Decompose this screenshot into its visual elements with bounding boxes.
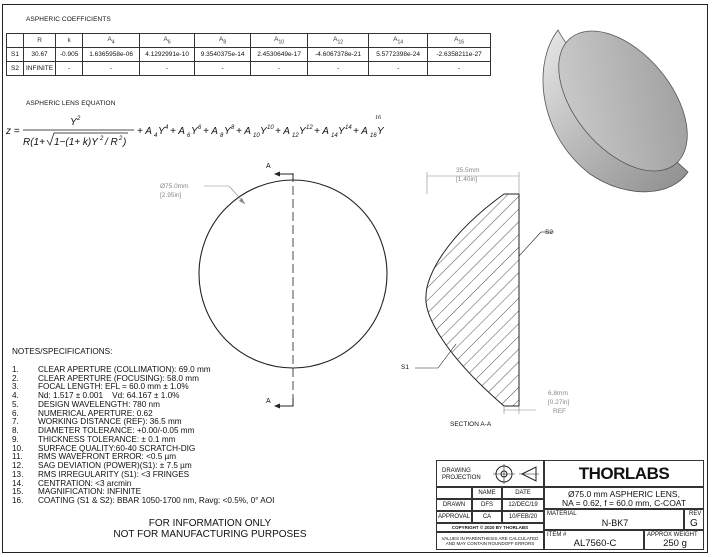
list-item: 3. FOCAL LENGTH: EFL = 60.0 mm ± 1.0% [12, 382, 189, 392]
title-block [436, 460, 704, 550]
surface-s2-label: S2 [545, 229, 553, 236]
table-row [7, 62, 491, 76]
svg-text:2: 2 [100, 136, 104, 142]
svg-text:Y: Y [377, 126, 384, 137]
svg-text:Y: Y [191, 126, 198, 137]
weight-label: APPROX WEIGHT [647, 532, 698, 538]
svg-text:Y: Y [158, 126, 165, 137]
edge-dimension: 6.8mm [548, 390, 568, 397]
list-item: 16. COATING (S1 & S2): BBAR 1050-1700 nm, Ravg: <0.5%, 0° AOI [12, 496, 275, 505]
equation-exponent: 16 [375, 115, 381, 121]
table-cell: - [83, 62, 140, 76]
svg-text:/ R: / R [105, 137, 118, 148]
svg-text:10: 10 [267, 125, 274, 131]
width-dimension: 35.5mm [456, 167, 480, 174]
lens-outline [199, 180, 387, 368]
table-cell: 30.67 [24, 48, 56, 62]
rev-value: G [690, 518, 698, 529]
section-view [396, 166, 586, 426]
svg-text:8: 8 [220, 133, 224, 139]
svg-text:8: 8 [231, 125, 235, 131]
item-cell [544, 530, 644, 550]
table-header-row [7, 34, 491, 48]
svg-text:14: 14 [345, 125, 352, 131]
list-item: 13. RMS IRREGULARITY (S1): <3 FRINGES [12, 469, 190, 479]
aspheric-equation [4, 112, 384, 156]
material-cell [544, 509, 684, 530]
table-cell: - [369, 62, 428, 76]
approval-name: CA [472, 511, 502, 523]
edge-dimension-in: [0.27in] [548, 399, 570, 406]
drawn-date: 12/DEC/19 [502, 499, 544, 511]
approval-label: APPROVAL [436, 511, 472, 523]
part-title-line-2: NA = 0.62, f = 60.0 mm, C-COAT [561, 498, 687, 508]
header-cell: k [56, 34, 83, 48]
svg-text:Y: Y [260, 126, 267, 137]
svg-text:Y: Y [299, 126, 306, 137]
table-cell: 4.1292991e-10 [140, 48, 195, 62]
col-date: DATE [502, 487, 544, 499]
diameter-dimension: Ø75.0mm [160, 183, 189, 190]
item-label: ITEM # [547, 532, 567, 538]
header-cell: $A_{16}$ [428, 34, 491, 48]
list-item: 12. SAG DEVIATION (POWER)(S1): ± 7.5 µm [12, 461, 192, 470]
list-item: 14. CENTRATION: <3 arcmin [12, 478, 132, 488]
svg-text:+ A: + A [203, 126, 218, 137]
projection-symbol-icon [492, 463, 542, 485]
svg-text:2: 2 [77, 116, 81, 122]
weight-cell [644, 530, 704, 550]
header-cell: R [24, 34, 56, 48]
list-item: 15. MAGNIFICATION: INFINITE [12, 487, 142, 497]
svg-text:): ) [123, 137, 127, 148]
disclaimer-line-1: FOR INFORMATION ONLY [148, 518, 272, 529]
header-cell: $A_6$ [140, 34, 195, 48]
svg-text:+ A: + A [314, 126, 329, 137]
header-cell: $A_4$ [83, 34, 140, 48]
table-cell: - [428, 62, 491, 76]
values-note-line-1: VALUES IN PARENTHESIS ARE CALCULATED [441, 536, 539, 541]
table-cell: - [308, 62, 369, 76]
logo-cell [544, 460, 704, 487]
table-cell: INFINITE [24, 62, 56, 76]
edge-dimension-ref: REF [553, 408, 566, 415]
table-cell: - [56, 62, 83, 76]
list-item: 7. WORKING DISTANCE (REF): 36.5 mm [12, 417, 182, 427]
equation-title: ASPHERIC LENS EQUATION [26, 100, 116, 107]
notes-list [12, 366, 274, 506]
item-number: AL7560-C [573, 538, 617, 549]
table-cell: - [195, 62, 251, 76]
svg-text:10: 10 [253, 133, 260, 139]
blank-cell [436, 487, 472, 499]
table-cell: -0.905 [56, 48, 83, 62]
table-cell: S1 [7, 48, 24, 62]
table-cell: -2.6358211e-27 [428, 48, 491, 62]
svg-text:12: 12 [306, 125, 313, 131]
svg-text:+ A: + A [353, 126, 368, 137]
drawn-label: DRAWN [436, 499, 472, 511]
table-cell: 1.6365958e-06 [83, 48, 140, 62]
header-cell: $A_8$ [195, 34, 251, 48]
list-item: 10. SURFACE QUALITY:60-40 SCRATCH-DIG [12, 443, 196, 453]
svg-text:12: 12 [292, 133, 299, 139]
drawn-name: DFS [472, 499, 502, 511]
table-cell: 5.5772398e-24 [369, 48, 428, 62]
notes-specifications [12, 348, 274, 506]
part-title-line-1: Ø75.0 mm ASPHERIC LENS, [568, 489, 680, 499]
svg-text:6: 6 [198, 125, 202, 131]
rev-cell [684, 509, 704, 530]
lens-cross-section [426, 194, 519, 406]
list-item: 5. DESIGN WAVELENGTH: 780 nm [12, 399, 160, 409]
header-cell: $A_{14}$ [369, 34, 428, 48]
values-note [436, 532, 544, 550]
col-name: NAME [472, 487, 502, 499]
projection-label: DRAWING PROJECTION [442, 468, 481, 481]
svg-text:+ A: + A [170, 126, 185, 137]
material-value: N-BK7 [601, 518, 629, 528]
disclaimer [60, 518, 360, 540]
table-cell: 9.3540375e-14 [195, 48, 251, 62]
list-item: 11. RMS WAVEFRONT ERROR: <0.5 µm [12, 452, 177, 462]
svg-text:1−(1+ k)Y: 1−(1+ k)Y [54, 137, 98, 148]
list-item: 1. CLEAR APERTURE (COLLIMATION): 69.0 mm [12, 364, 211, 374]
svg-text:4: 4 [154, 133, 158, 139]
rev-label: REV [689, 511, 702, 517]
coefficients-table [6, 33, 491, 76]
coefficients-title: ASPHERIC COEFFICIENTS [26, 16, 111, 23]
svg-text:6: 6 [187, 133, 191, 139]
section-marker-bottom: A [266, 398, 271, 405]
copyright: COPYRIGHT © 2020 BY THORLABS [436, 523, 544, 532]
table-cell: - [251, 62, 308, 76]
svg-text:14: 14 [331, 133, 338, 139]
svg-text:R(1+: R(1+ [23, 137, 45, 148]
approval-date: 10/FEB/20 [502, 511, 544, 523]
list-item: 6. NUMERICAL APERTURE: 0.62 [12, 408, 153, 418]
list-item: 9. THICKNESS TOLERANCE: ± 0.1 mm [12, 434, 176, 444]
svg-text:4: 4 [165, 125, 169, 131]
table-cell: 2.4530649e-17 [251, 48, 308, 62]
svg-text:+ A: + A [275, 126, 290, 137]
svg-text:Y: Y [224, 126, 231, 137]
diameter-dimension-in: [2.95in] [160, 192, 182, 199]
table-cell: - [140, 62, 195, 76]
notes-title: NOTES/SPECIFICATIONS: [12, 347, 113, 356]
header-cell: $A_{10}$ [251, 34, 308, 48]
thorlabs-logo: THORLABS [578, 463, 670, 483]
list-item: 4. Nd: 1.517 ± 0.001 Vd: 64.167 ± 1.0% [12, 391, 180, 400]
svg-text:z =: z = [6, 126, 20, 137]
projection-cell [436, 460, 544, 487]
weight-value: 250 g [663, 538, 687, 549]
disclaimer-line-2: NOT FOR MANUFACTURING PURPOSES [113, 529, 307, 540]
list-item: 2. CLEAR APERTURE (FOCUSING): 58.0 mm [12, 373, 199, 383]
header-cell: $A_{12}$ [308, 34, 369, 48]
list-item: 8. DIAMETER TOLERANCE: +0.00/-0.05 mm [12, 426, 195, 435]
section-title: SECTION A-A [450, 421, 492, 428]
table-row [7, 48, 491, 62]
header-cell [7, 34, 24, 48]
svg-text:+ A: + A [236, 126, 251, 137]
svg-text:+ A: + A [137, 126, 152, 137]
section-marker-top: A [266, 163, 271, 170]
svg-text:16: 16 [370, 133, 377, 139]
surface-s1-label: S1 [401, 364, 409, 371]
svg-text:Y: Y [338, 126, 345, 137]
table-cell: -4.6067378e-21 [308, 48, 369, 62]
material-label: MATERIAL [547, 511, 577, 517]
svg-text:Y: Y [70, 117, 77, 128]
width-dimension-in: [1.40in] [456, 176, 478, 183]
values-note-line-2: AND MAY CONTAIN ROUNDOFF ERRORS [445, 541, 535, 546]
table-cell: S2 [7, 62, 24, 76]
part-title [544, 487, 704, 509]
svg-text:2: 2 [119, 136, 123, 142]
